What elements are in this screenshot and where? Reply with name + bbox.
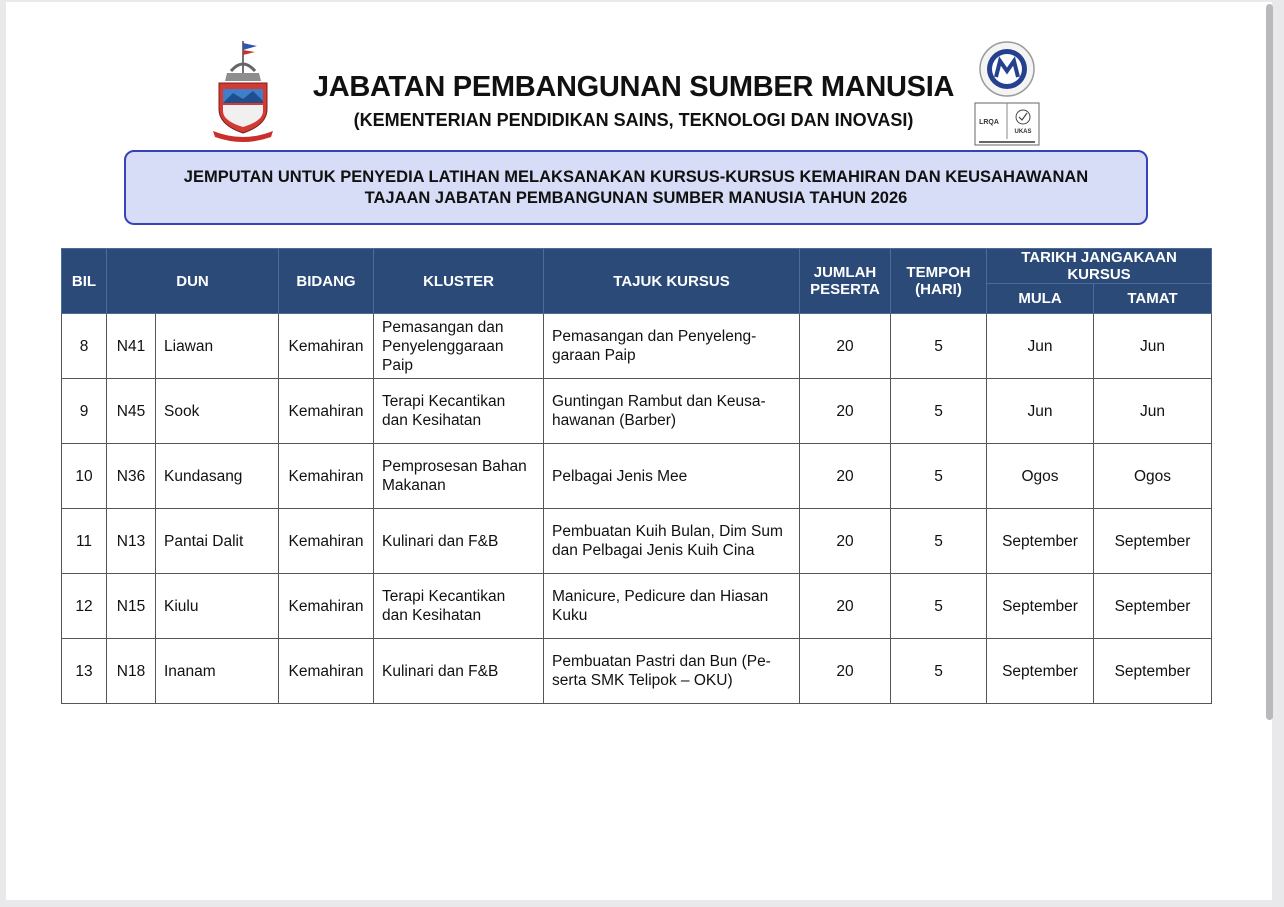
banner-line-1: JEMPUTAN UNTUK PENYEDIA LATIHAN MELAKSANAKAN KURSUS-KURSUS KEMAHIRAN DAN KEUSAHAWANAN <box>183 167 1089 186</box>
cell-bidang: Kemahiran <box>279 379 374 444</box>
cell-tamat: Ogos <box>1094 444 1212 509</box>
table-row <box>62 509 1212 574</box>
cell-bil: 10 <box>62 444 107 509</box>
table-row <box>62 379 1212 444</box>
ministry-subtitle: (KEMENTERIAN PENDIDIKAN SAINS, TEKNOLOGI DAN INOVASI) <box>353 110 914 130</box>
cell-tamat: September <box>1094 574 1212 639</box>
cell-kluster: Terapi Kecantikan dan Kesihatan <box>374 574 544 639</box>
cell-dun-code: N45 <box>107 379 156 444</box>
header-bidang: BIDANG <box>279 249 374 314</box>
table-row <box>62 639 1212 704</box>
cell-bidang: Kemahiran <box>279 314 374 379</box>
cell-jumlah-peserta: 20 <box>800 639 891 704</box>
cell-bidang: Kemahiran <box>279 509 374 574</box>
cell-kluster: Terapi Kecantikan dan Kesihatan <box>374 379 544 444</box>
cell-kluster: Kulinari dan F&B <box>374 509 544 574</box>
header-tajuk-kursus: TAJUK KURSUS <box>544 249 800 314</box>
cell-bil: 11 <box>62 509 107 574</box>
cell-tamat: Jun <box>1094 379 1212 444</box>
header-dun: DUN <box>107 249 279 314</box>
cell-jumlah-peserta: 20 <box>800 379 891 444</box>
cell-mula: Ogos <box>987 444 1094 509</box>
cell-mula: September <box>987 639 1094 704</box>
table-row <box>62 444 1212 509</box>
lrqa-badge-text: LRQA <box>979 119 999 126</box>
cell-dun-name: Sook <box>156 379 279 444</box>
cell-kluster: Pemasangan dan Penyelenggaraan Paip <box>374 314 544 379</box>
header-tarikh-jangakaan <box>987 249 1212 284</box>
cell-dun-name: Inanam <box>156 639 279 704</box>
cell-bil: 13 <box>62 639 107 704</box>
cell-dun-name: Liawan <box>156 314 279 379</box>
cell-mula: September <box>987 509 1094 574</box>
header-kluster: KLUSTER <box>374 249 544 314</box>
cell-tajuk-kursus: Guntingan Rambut dan Keusa-hawanan (Barber) <box>544 379 800 444</box>
cell-dun-code: N13 <box>107 509 156 574</box>
cell-dun-name: Kiulu <box>156 574 279 639</box>
invitation-banner <box>124 150 1148 225</box>
cell-tempoh: 5 <box>891 314 987 379</box>
cell-tamat: September <box>1094 509 1212 574</box>
cell-jumlah-peserta: 20 <box>800 574 891 639</box>
cell-mula: Jun <box>987 379 1094 444</box>
cell-bidang: Kemahiran <box>279 444 374 509</box>
department-title: JABATAN PEMBANGUNAN SUMBER MANUSIA <box>312 71 955 103</box>
header-jumlah-peserta <box>800 249 891 314</box>
header-tempoh-hari <box>891 249 987 314</box>
table-row <box>62 574 1212 639</box>
cell-kluster: Kulinari dan F&B <box>374 639 544 704</box>
header-tempoh-line-2: (HARI) <box>915 281 962 298</box>
cell-tamat: September <box>1094 639 1212 704</box>
document-page <box>6 2 1272 900</box>
cell-bil: 8 <box>62 314 107 379</box>
cell-kluster: Pemprosesan Bahan Makanan <box>374 444 544 509</box>
header-tarikh-line-1: TARIKH JANGAKAAN <box>1021 249 1177 266</box>
banner-line-2: TAJAAN JABATAN PEMBANGUNAN SUMBER MANUSIA TAHUN 2026 <box>364 188 908 207</box>
vertical-scrollbar[interactable] <box>1266 4 1273 720</box>
cell-tajuk-kursus: Pembuatan Kuih Bulan, Dim Sum dan Pelbagai Jenis Kuih Cina <box>544 509 800 574</box>
cell-tajuk-kursus: Manicure, Pedicure dan Hiasan Kuku <box>544 574 800 639</box>
table-row <box>62 314 1212 379</box>
cell-jumlah-peserta: 20 <box>800 444 891 509</box>
cell-dun-code: N18 <box>107 639 156 704</box>
cell-tempoh: 5 <box>891 444 987 509</box>
header-tarikh-line-2: KURSUS <box>1067 266 1131 283</box>
header-jumlah-line-1: JUMLAH <box>813 264 877 281</box>
cell-jumlah-peserta: 20 <box>800 314 891 379</box>
ukas-badge-text: UKAS <box>1014 129 1032 135</box>
cell-mula: September <box>987 574 1094 639</box>
cell-dun-name: Kundasang <box>156 444 279 509</box>
header-tamat: TAMAT <box>1094 284 1212 314</box>
jpsm-certification-logo <box>971 39 1043 151</box>
cell-tajuk-kursus: Pembuatan Pastri dan Bun (Pe-serta SMK Telipok – OKU) <box>544 639 800 704</box>
cell-tajuk-kursus: Pelbagai Jenis Mee <box>544 444 800 509</box>
header-bil: BIL <box>62 249 107 314</box>
cell-bil: 9 <box>62 379 107 444</box>
cell-bidang: Kemahiran <box>279 639 374 704</box>
cell-tajuk-kursus: Pemasangan dan Penyeleng-garaan Paip <box>544 314 800 379</box>
cell-tempoh: 5 <box>891 379 987 444</box>
cell-dun-name: Pantai Dalit <box>156 509 279 574</box>
cell-dun-code: N36 <box>107 444 156 509</box>
header-tempoh-line-1: TEMPOH <box>906 264 971 281</box>
cell-tempoh: 5 <box>891 509 987 574</box>
cell-bil: 12 <box>62 574 107 639</box>
cell-bidang: Kemahiran <box>279 574 374 639</box>
cell-tamat: Jun <box>1094 314 1212 379</box>
cell-dun-code: N41 <box>107 314 156 379</box>
cell-dun-code: N15 <box>107 574 156 639</box>
course-table-body <box>62 314 1212 704</box>
cell-tempoh: 5 <box>891 639 987 704</box>
cell-jumlah-peserta: 20 <box>800 509 891 574</box>
course-table <box>61 248 1212 704</box>
cell-mula: Jun <box>987 314 1094 379</box>
header-jumlah-line-2: PESERTA <box>810 281 880 298</box>
header-mula: MULA <box>987 284 1094 314</box>
cell-tempoh: 5 <box>891 574 987 639</box>
